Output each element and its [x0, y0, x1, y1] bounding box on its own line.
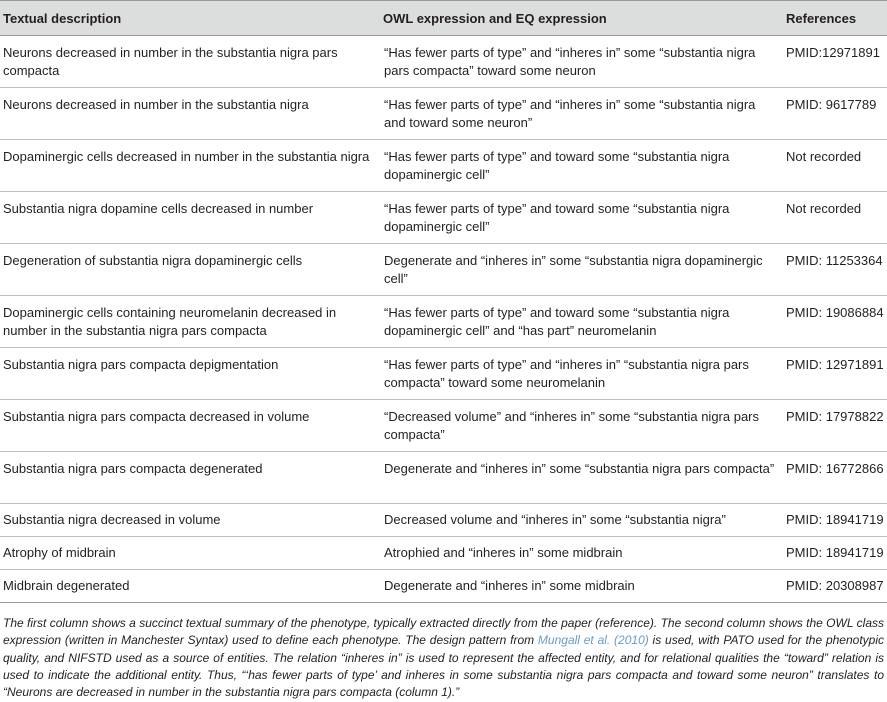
citation-link[interactable]: Mungall et al. (2010) [537, 633, 649, 648]
expression-cell: Degenerate and “inheres in” some midbrain [384, 578, 635, 593]
description-cell: Midbrain degenerated [3, 578, 130, 593]
reference-cell: PMID: 18941719 [786, 545, 884, 560]
description-cell: Dopaminergic cells decreased in number in the substantia nigra [3, 149, 370, 164]
column-header-expression: OWL expression and EQ expression [383, 10, 607, 26]
table-row [0, 570, 887, 603]
table-row [0, 192, 887, 244]
table-row [0, 140, 887, 192]
table-row [0, 36, 887, 88]
table-row [0, 537, 887, 570]
description-cell: Degeneration of substantia nigra dopaminergic cells [3, 253, 303, 268]
reference-cell: PMID: 12971891 [786, 357, 884, 372]
reference-cell: PMID: 16772866 [786, 461, 884, 476]
caption-text-part1: The first column shows a succinct textual summary of the phenotype, typically extracted directly from the paper (reference). The second column shows the OWL class expression (written in Manchester Syntax) used to define each phenotype. The design pattern from [3, 616, 884, 648]
description-cell: Substantia nigra pars compacta depigmentation [3, 357, 279, 372]
table-row [0, 504, 887, 537]
expression-cell: “Has fewer parts of type” and “inheres in” some “substantia nigra pars compacta” toward some neuron [384, 45, 756, 78]
table-header-row [0, 1, 887, 36]
table-row [0, 348, 887, 400]
expression-cell: Degenerate and “inheres in” some “substantia nigra pars compacta” [384, 461, 775, 476]
reference-cell: PMID: 17978822 [786, 409, 884, 424]
expression-cell: “Has fewer parts of type” and toward some “substantia nigra dopaminergic cell” [384, 149, 730, 182]
reference-cell: PMID: 9617789 [786, 97, 877, 112]
reference-cell: Not recorded [786, 201, 862, 216]
expression-cell: Degenerate and “inheres in” some “substantia nigra dopaminergic cell” [384, 253, 763, 286]
table-row [0, 244, 887, 296]
description-cell: Atrophy of midbrain [3, 545, 116, 560]
description-cell: Substantia nigra pars compacta degenerated [3, 461, 263, 476]
description-cell: Substantia nigra decreased in volume [3, 512, 221, 527]
table-caption [3, 615, 884, 701]
table-row [0, 88, 887, 140]
reference-cell: PMID: 18941719 [786, 512, 884, 527]
expression-cell: “Has fewer parts of type” and “inheres in” “substantia nigra pars compacta” toward some neuromelanin [384, 357, 749, 390]
reference-cell: PMID:12971891 [786, 45, 880, 60]
table-row [0, 400, 887, 452]
table-row [0, 452, 887, 504]
expression-cell: “Has fewer parts of type” and toward some “substantia nigra dopaminergic cell” and “has part” neuromelanin [384, 305, 730, 338]
reference-cell: PMID: 20308987 [786, 578, 884, 593]
description-cell: Substantia nigra pars compacta decreased in volume [3, 409, 310, 424]
reference-cell: PMID: 11253364 [786, 253, 883, 268]
reference-cell: PMID: 19086884 [786, 305, 884, 320]
expression-cell: Atrophied and “inheres in” some midbrain [384, 545, 623, 560]
table-row [0, 296, 887, 348]
column-header-description: Textual description [3, 10, 122, 26]
description-cell: Dopaminergic cells containing neuromelanin decreased in number in the substantia nigra pars compacta [3, 305, 337, 338]
description-cell: Neurons decreased in number in the substantia nigra pars compacta [3, 45, 338, 78]
column-header-references: References [786, 10, 857, 26]
description-cell: Substantia nigra dopamine cells decreased in number [3, 201, 314, 216]
expression-cell: “Has fewer parts of type” and toward some “substantia nigra dopaminergic cell” [384, 201, 730, 234]
expression-cell: “Decreased volume” and “inheres in” some “substantia nigra pars compacta” [384, 409, 760, 442]
description-cell: Neurons decreased in number in the substantia nigra [3, 97, 309, 112]
caption-text-part2: is used, with PATO used for the phenotypic quality, and NIFSTD used as a source of entities. The relation “inheres in” is used to represent the affected entity, and for relational qualities the “toward” relation is used to indicate the additional entity. Thus, “‘has fewer parts of type’ and inheres in some substantia nigra pars compacta and toward some neuron” translates to “Neurons are decreased in number in the substantia nigra pars compacta (column 1).” [3, 633, 884, 700]
reference-cell: Not recorded [786, 149, 862, 164]
expression-cell: “Has fewer parts of type” and “inheres in” some “substantia nigra and toward some neuron” [384, 97, 756, 130]
expression-cell: Decreased volume and “inheres in” some “substantia nigra” [384, 512, 726, 527]
